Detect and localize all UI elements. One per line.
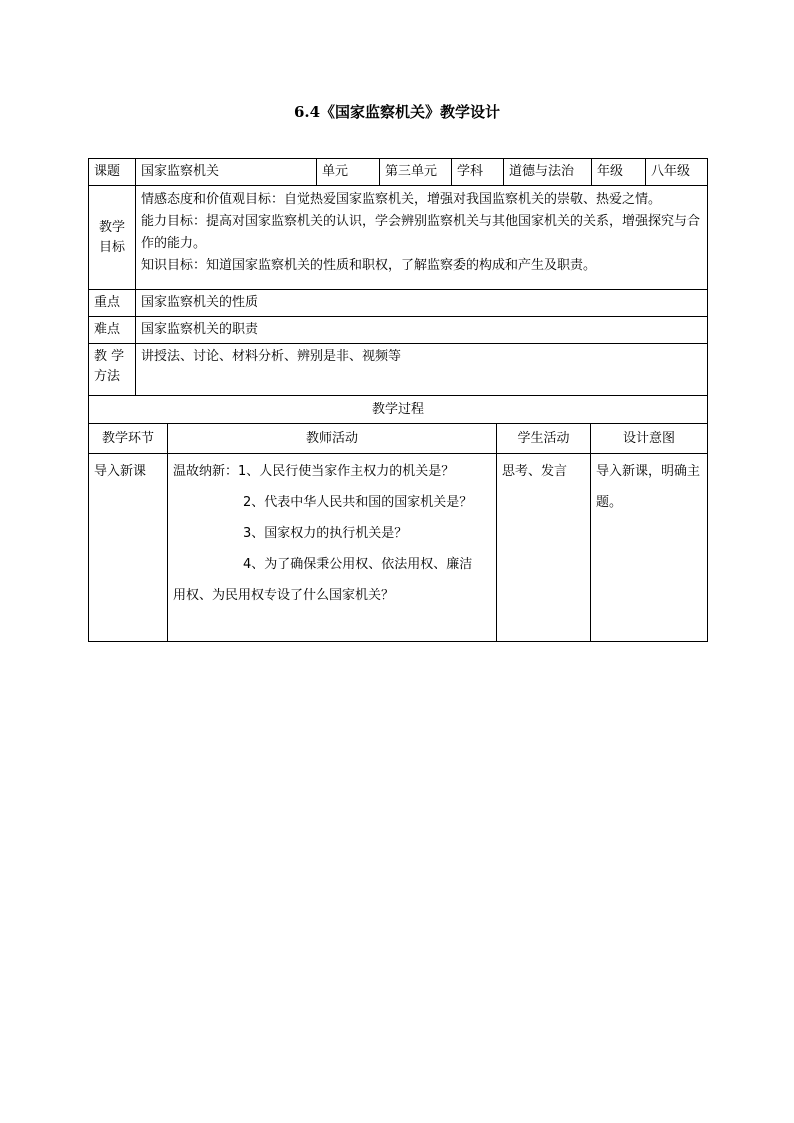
key-value: 国家监察机关的性质 bbox=[136, 290, 708, 317]
teacher-line-2: 2、代表中华人民共和国的国家机关是？ bbox=[243, 495, 473, 510]
header-student-activity: 学生活动 bbox=[497, 424, 591, 454]
unit-label: 单元 bbox=[317, 159, 380, 186]
stage-text: 导入新课 bbox=[94, 464, 147, 479]
goal-emotion: 情感态度和价值观目标：自觉热爱国家监察机关，增强对我国监察机关的崇敬、热爱之情。 bbox=[141, 192, 662, 207]
process-table bbox=[88, 423, 708, 642]
goal-knowledge: 知识目标：知道国家监察机关的性质和职权，了解监察委的构成和产生及职责。 bbox=[141, 258, 597, 273]
header-design-intent: 设计意图 bbox=[591, 424, 708, 454]
info-row-difficulty bbox=[89, 317, 708, 344]
goals-label-line-1: 教学 bbox=[98, 219, 125, 235]
row-student-activity bbox=[497, 454, 591, 642]
row-design-intent bbox=[591, 454, 708, 642]
grade-label: 年级 bbox=[592, 159, 646, 186]
row-teacher-activity bbox=[168, 454, 497, 642]
teacher-line-3: 3、国家权力的执行机关是？ bbox=[243, 526, 408, 541]
subject-value: 道德与法治 bbox=[504, 159, 592, 186]
goals-label-line-2: 目标 bbox=[98, 239, 125, 255]
topic-value: 国家监察机关 bbox=[136, 159, 317, 186]
method-label-line-2: 方法 bbox=[94, 369, 121, 384]
subject-label: 学科 bbox=[452, 159, 504, 186]
process-section-header: 教学过程 bbox=[89, 396, 708, 424]
method-label-line-1: 教 学 bbox=[94, 349, 125, 364]
goals-label bbox=[89, 186, 136, 290]
teacher-line-4: 4、为了确保秉公用权、依法用权、廉洁 bbox=[243, 557, 473, 572]
goal-ability: 能力目标：提高对国家监察机关的认识，学会辨别监察机关与其他国家机关的关系，增强探究与合作的能力。 bbox=[141, 214, 701, 251]
info-row-method bbox=[89, 344, 708, 396]
header-stage: 教学环节 bbox=[89, 424, 168, 454]
row-stage bbox=[89, 454, 168, 642]
difficulty-value: 国家监察机关的职责 bbox=[136, 317, 708, 344]
document-title: 6.4《国家监察机关》教学设计 bbox=[293, 103, 501, 121]
grade-value: 八年级 bbox=[646, 159, 708, 186]
header-teacher-activity: 教师活动 bbox=[168, 424, 497, 454]
process-header-row bbox=[89, 424, 708, 454]
difficulty-label: 难点 bbox=[89, 317, 136, 344]
intent-text: 导入新课，明确主题。 bbox=[596, 464, 701, 510]
info-table bbox=[88, 158, 708, 424]
teacher-line-1: 温故纳新：1、人民行使当家作主权力的机关是？ bbox=[173, 464, 455, 479]
info-row-goals bbox=[89, 186, 708, 290]
unit-value: 第三单元 bbox=[380, 159, 452, 186]
key-label: 重点 bbox=[89, 290, 136, 317]
info-row-key bbox=[89, 290, 708, 317]
info-row-topic bbox=[89, 159, 708, 186]
info-row-process-header bbox=[89, 396, 708, 424]
table-row bbox=[89, 454, 708, 642]
method-value: 讲授法、讨论、材料分析、辨别是非、视频等 bbox=[136, 344, 708, 396]
teacher-line-5: 用权、为民用权专设了什么国家机关？ bbox=[173, 588, 395, 603]
topic-label: 课题 bbox=[89, 159, 136, 186]
goals-value bbox=[136, 186, 708, 290]
student-text: 思考、发言 bbox=[502, 464, 568, 479]
method-label bbox=[89, 344, 136, 396]
